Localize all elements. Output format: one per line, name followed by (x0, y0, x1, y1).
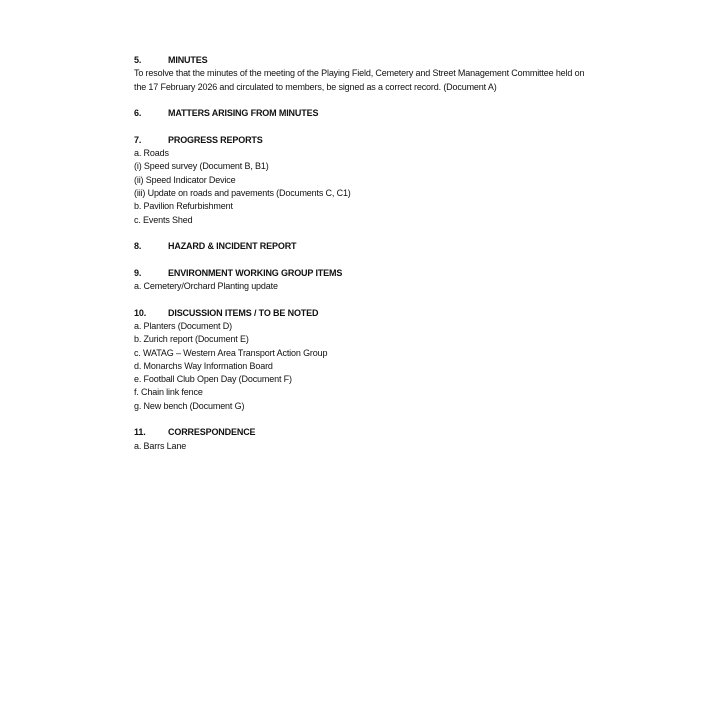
section-number: 7. (134, 134, 142, 145)
section-heading (134, 54, 594, 67)
agenda-section-progress-reports (134, 134, 594, 227)
agenda-section-environment (134, 267, 594, 294)
section-title: DISCUSSION ITEMS / TO BE NOTED (168, 307, 319, 318)
agenda-list (134, 54, 594, 466)
agenda-item: a. Barrs Lane (134, 440, 187, 451)
agenda-item: a. Cemetery/Orchard Planting update (134, 281, 278, 292)
agenda-item: b. Pavilion Refurbishment (134, 201, 233, 212)
agenda-item: g. New bench (Document G) (134, 400, 245, 411)
agenda-item: a. Planters (Document D) (134, 320, 232, 331)
section-number: 8. (134, 241, 142, 252)
section-heading (134, 240, 594, 253)
agenda-section-correspondence (134, 426, 594, 453)
section-number: 5. (134, 55, 142, 65)
agenda-item: c. WATAG – Western Area Transport Action Group (134, 347, 328, 358)
section-title: PROGRESS REPORTS (168, 134, 263, 145)
section-heading (134, 307, 594, 320)
section-title: MATTERS ARISING FROM MINUTES (168, 108, 319, 119)
agenda-item: (iii) Update on roads and pavements (Documents C, C1) (134, 187, 351, 198)
section-heading (134, 267, 594, 280)
agenda-item: b. Zurich report (Document E) (134, 334, 249, 345)
section-paragraph: To resolve that the minutes of the meeting of the Playing Field, Cemetery and Street Management Committee held on the 17 February 2026 and circulated to members, be signed as a correct record. (Document A) (134, 68, 585, 92)
agenda-section-matters-arising (134, 107, 594, 120)
agenda-section-hazard-report (134, 240, 594, 253)
agenda-item: c. Events Shed (134, 214, 193, 225)
agenda-section-discussion (134, 307, 594, 413)
section-number: 9. (134, 267, 142, 278)
section-title: MINUTES (168, 55, 208, 65)
section-heading (134, 426, 594, 439)
agenda-item: d. Monarchs Way Information Board (134, 360, 273, 371)
agenda-item: (i) Speed survey (Document B, B1) (134, 161, 269, 172)
agenda-item: f. Chain link fence (134, 387, 203, 398)
section-number: 10. (134, 307, 147, 318)
agenda-item: (ii) Speed Indicator Device (134, 174, 236, 185)
agenda-item: e. Football Club Open Day (Document F) (134, 374, 292, 385)
section-heading (134, 134, 594, 147)
agenda-item: a. Roads (134, 148, 169, 159)
section-title: CORRESPONDENCE (168, 427, 256, 438)
section-number: 6. (134, 108, 142, 119)
section-title: ENVIRONMENT WORKING GROUP ITEMS (168, 267, 343, 278)
section-heading (134, 107, 594, 120)
section-number: 11. (134, 427, 146, 438)
section-title: HAZARD & INCIDENT REPORT (168, 241, 297, 252)
agenda-section-minutes (134, 54, 594, 94)
